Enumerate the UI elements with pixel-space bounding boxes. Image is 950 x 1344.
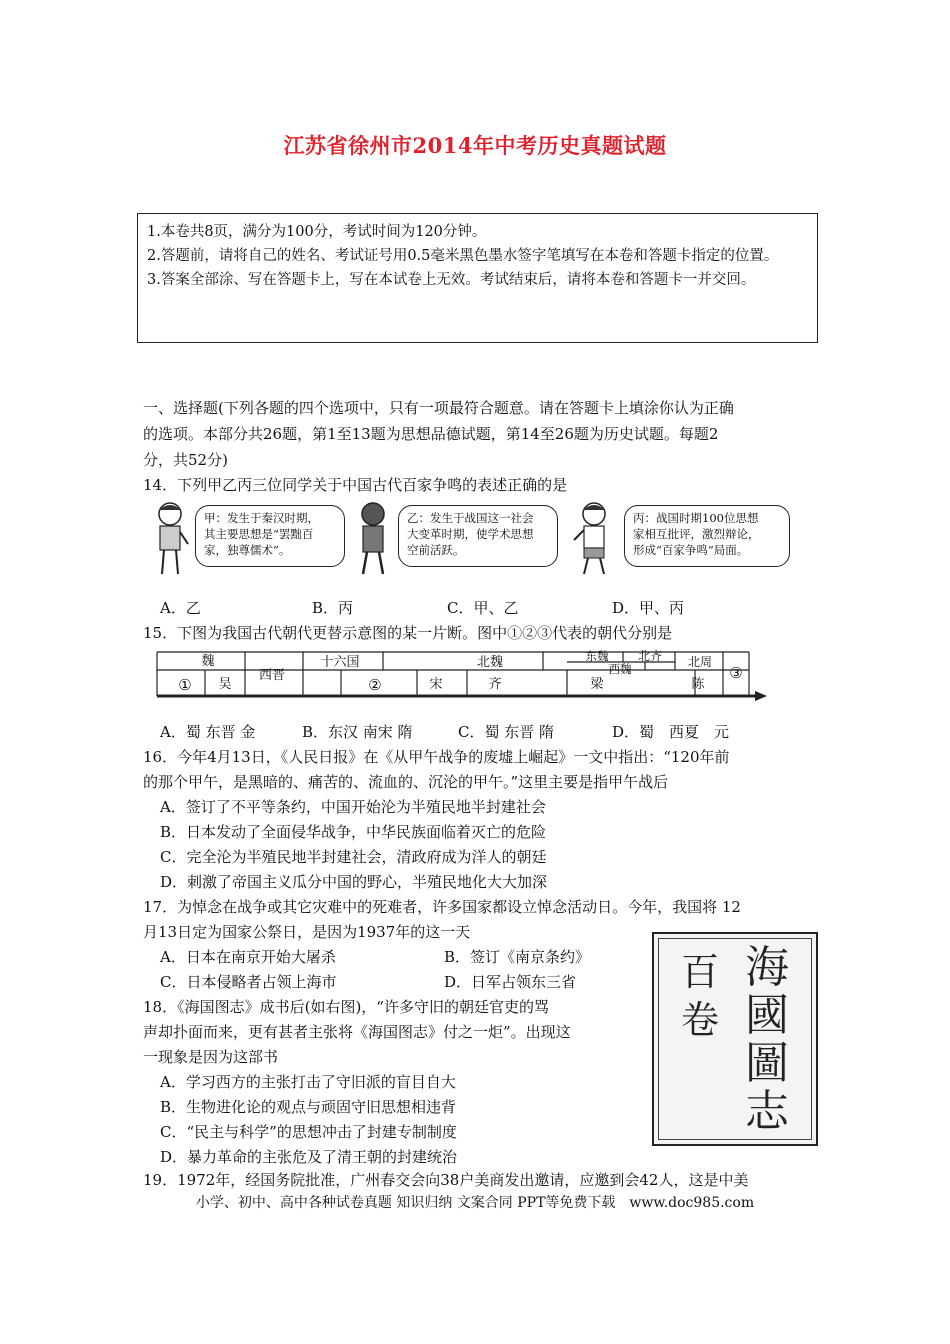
question-18-stem: 一现象是因为这部书 (143, 1048, 279, 1066)
q18-option-c: C．“民主与科学”的思想冲击了封建专制制度 (160, 1123, 457, 1141)
bubble-text: 家，独尊儒术”。 (204, 543, 291, 557)
timeline-label-circle-2: ② (368, 676, 382, 694)
question-15-stem: 15．下图为我国古代朝代更替示意图的某一片断。图中①②③代表的朝代分别是 (143, 624, 673, 642)
seal-char: 圖 (745, 1038, 789, 1089)
question-17-stem: 月13日定为国家公祭日，是因为1937年的这一天 (143, 923, 471, 941)
q17-option-c: C．日本侵略者占领上海市 (160, 973, 337, 991)
section-intro-line: 的选项。本部分共26题，第1至13题为思想品德试题，第14至26题为历史试题。每题2 (143, 425, 719, 443)
speech-bubble-jia (195, 505, 345, 567)
seal-column-left (676, 948, 724, 1044)
q14-option-d: D．甲、丙 (612, 599, 685, 617)
timeline-label-sixteen-kingdoms: 十六国 (320, 655, 360, 670)
timeline-label-liang: 梁 (590, 677, 604, 692)
q16-option-a: A．签订了不平等条约，中国开始沦为半殖民地半封建社会 (160, 798, 546, 816)
q15-option-b: B．东汉 南宋 隋 (302, 723, 413, 741)
page-footer: 小学、初中、高中各种试卷真题 知识归纳 文案合同 PPT等免费下载 www.doc985.com (195, 1195, 755, 1211)
timeline-label-dongwei: 东魏 (585, 649, 609, 663)
q16-option-c: C．完全沦为半殖民地半封建社会，清政府成为洋人的朝廷 (160, 848, 547, 866)
timeline-label-song: 宋 (429, 677, 443, 692)
seal-char: 百 (680, 950, 719, 994)
q18-option-a: A．学习西方的主张打击了守旧派的盲目自大 (160, 1073, 456, 1091)
q14-option-a: A．乙 (160, 599, 201, 617)
seal-char: 海 (745, 942, 789, 993)
question-16-stem: 的那个甲午，是黑暗的、痛苦的、流血的、沉沦的甲午。”这里主要是指甲午战后 (143, 773, 669, 791)
q18-option-b: B．生物进化论的观点与顽固守旧思想相违背 (160, 1098, 457, 1116)
question-17-stem: 17．为悼念在战争或其它灾难中的死难者，许多国家都设立悼念活动日。今年，我国将 12 (143, 898, 741, 916)
q14-option-b: B．丙 (312, 599, 354, 617)
bubble-text: 大变革时期，使学术思想 (407, 527, 534, 541)
bubble-text: 甲：发生于秦汉时期， (204, 511, 319, 525)
haiguo-tuzhi-cover-image (652, 932, 818, 1146)
timeline-label-xiwei: 西魏 (608, 662, 632, 676)
section-intro-line: 分，共52分) (143, 451, 228, 469)
bubble-text: 家相互批评，激烈辩论， (633, 527, 760, 541)
bubble-text: 形成“百家争鸣”局面。 (633, 543, 749, 557)
instruction-item: 3.答案全部涂、写在答题卡上，写在本试卷上无效。考试结束后，请将本卷和答题卡一并交回。 (147, 272, 756, 288)
instructions-box (137, 213, 818, 343)
timeline-label-beiqi: 北齐 (637, 649, 662, 663)
speech-bubble-bing (624, 505, 790, 567)
q16-option-b: B．日本发动了全面侵华战争，中华民族面临着灭亡的危险 (160, 823, 547, 841)
question-19-stem: 19．1972年，经国务院批准，广州春交会向38户美商发出邀请，应邀到会42人，这是中美 (143, 1171, 749, 1189)
instruction-item: 1.本卷共8页，满分为100分，考试时间为120分钟。 (147, 224, 487, 240)
timeline-label-xijin: 西晋 (258, 668, 285, 683)
q17-option-b: B．签订《南京条约》 (444, 948, 591, 966)
q15-option-a: A．蜀 东晋 金 (160, 723, 256, 741)
bubble-text: 丙：战国时期100位思想 (633, 511, 759, 525)
timeline-label-beizhou: 北周 (687, 655, 712, 669)
q15-option-c: C．蜀 东晋 隋 (458, 723, 555, 741)
q17-option-d: D．日军占领东三省 (444, 973, 577, 991)
timeline-label-circle-3: ③ (729, 664, 743, 682)
speech-bubble-yi (398, 505, 558, 567)
instruction-item: 2.答题前，请将自己的姓名、考试证号用0.5毫米黑色墨水签字笔填写在本卷和答题卡指定的位置。 (147, 248, 779, 264)
question-16-stem: 16．今年4月13日，《人民日报》在《从甲午战争的废墟上崛起》一文中指出：“120年前 (143, 748, 730, 766)
bubble-text: 其主要思想是“罢黜百 (204, 527, 314, 541)
q16-option-d: D．刺激了帝国主义瓜分中国的野心，半殖民地化大大加深 (160, 873, 548, 891)
question-14-stem: 14．下列甲乙丙三位同学关于中国古代百家争鸣的表述正确的是 (143, 476, 568, 494)
q14-option-c: C．甲、乙 (447, 599, 519, 617)
timeline-label-wu: 吴 (218, 677, 232, 692)
seal-column-right (742, 944, 792, 1136)
timeline-label-beiwei: 北魏 (476, 655, 503, 670)
timeline-label-wei: 魏 (201, 654, 215, 669)
q15-option-d: D．蜀 西夏 元 (612, 723, 730, 741)
student-bing-figure (570, 500, 618, 578)
timeline-label-qi: 齐 (488, 677, 502, 692)
q17-option-a: A．日本在南京开始大屠杀 (160, 948, 336, 966)
seal-char: 國 (745, 990, 789, 1041)
page-title: 江苏省徐州市2014年中考历史真题试题 (283, 133, 667, 158)
student-jia-figure (150, 500, 192, 578)
section-intro-line: 一、选择题(下列各题的四个选项中，只有一项最符合题意。请在答题卡上填涂你认为正确 (143, 399, 734, 417)
bubble-text: 空前活跃。 (407, 543, 465, 557)
timeline-label-chen: 陈 (691, 677, 705, 692)
q18-option-d: D．暴力革命的主张危及了清王朝的封建统治 (160, 1148, 458, 1166)
question-18-stem: 声却扑面而来，更有甚者主张将《海国图志》付之一炬”。出现这 (143, 1023, 571, 1041)
seal-char: 卷 (680, 998, 719, 1042)
student-yi-figure (353, 500, 395, 578)
question-18-stem: 18．《海国图志》成书后(如右图)，“许多守旧的朝廷官吏的骂 (143, 998, 549, 1016)
seal-char: 志 (745, 1086, 789, 1137)
timeline-label-circle-1: ① (178, 676, 192, 694)
bubble-text: 乙：发生于战国这一社会 (407, 511, 534, 525)
